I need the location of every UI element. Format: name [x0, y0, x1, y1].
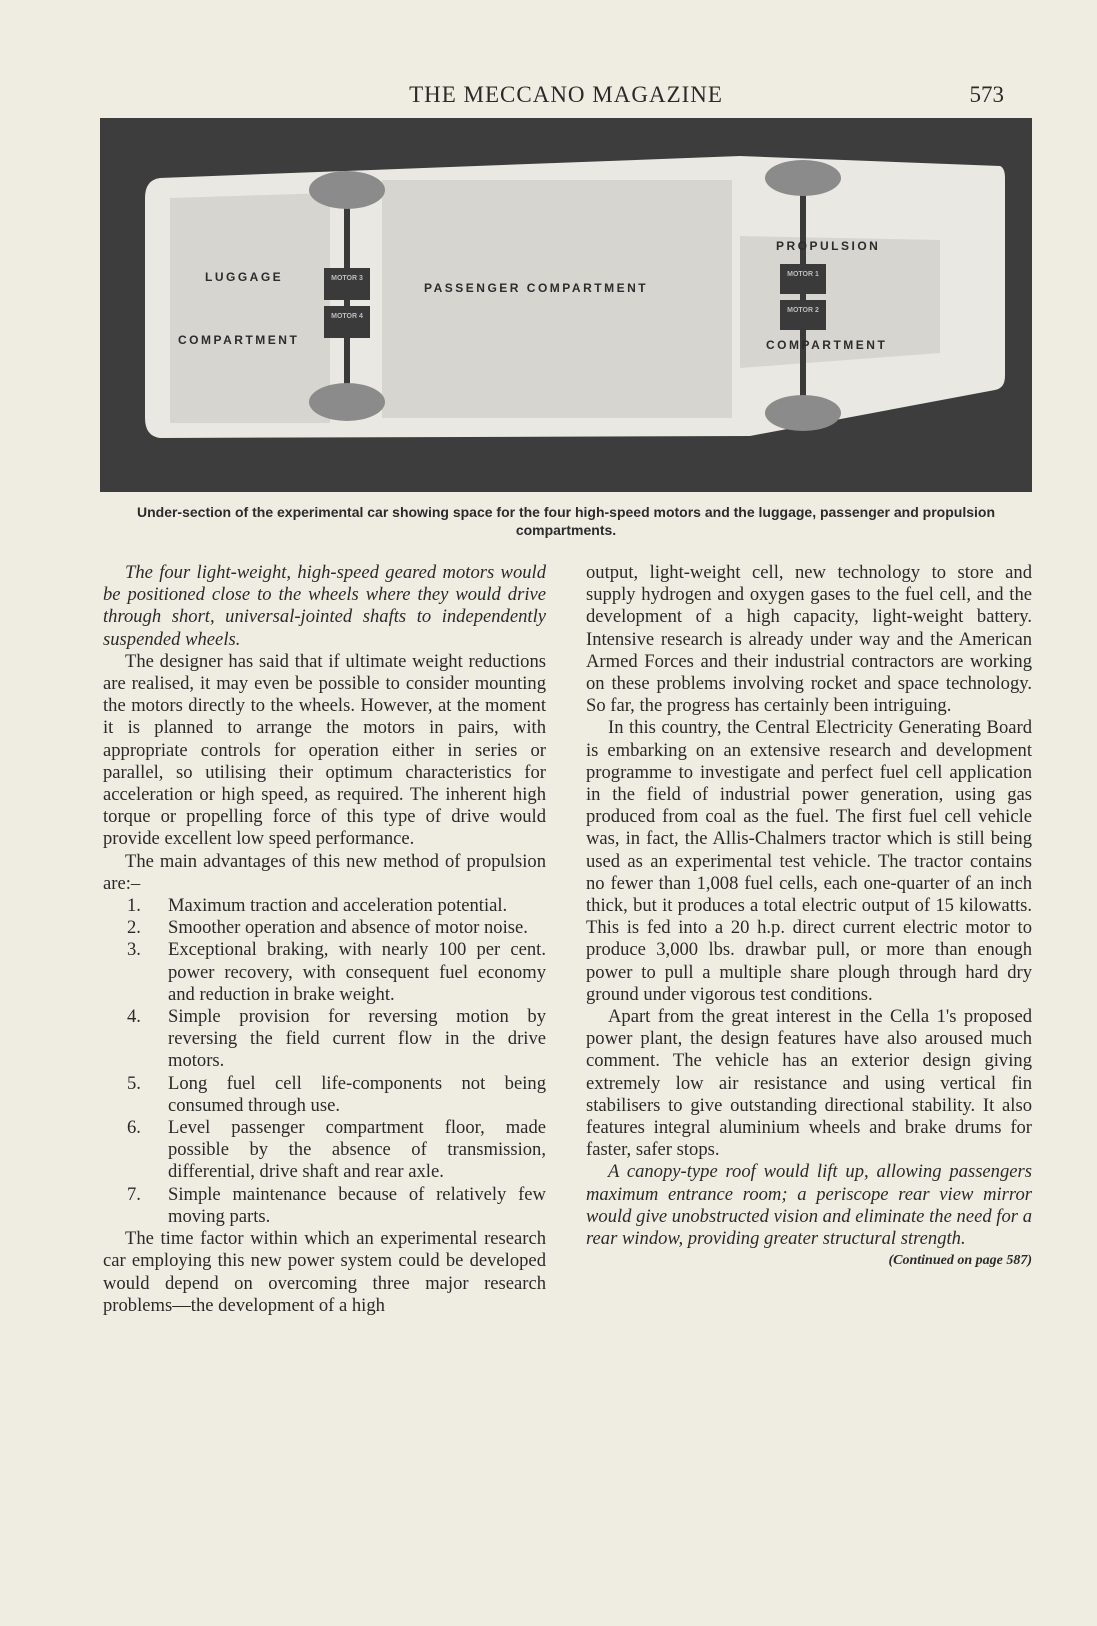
list-text: Level passenger compartment floor, made possible by the absence of transmission, differential, drive shaft and rear axle. — [168, 1117, 546, 1183]
list-text: Long fuel cell life-components not being consumed through use. — [168, 1072, 546, 1116]
right-compartment-label: COMPARTMENT — [766, 338, 888, 352]
left-column — [103, 562, 546, 1317]
intro-italic-paragraph: The four light-weight, high-speed geared motors would be positioned close to the wheels where they would drive through short, universal-jointed shafts to independently suspended wheels. — [103, 562, 546, 650]
paragraph: In this country, the Central Electricity Generating Board is embarking on an extensive research and development programme to investigate and perfect fuel cell application in the field of industrial power generation, using gas produced from coal as the fuel. The first fuel cell vehicle was, in fact, the Allis-Chalmers tractor which is still being used as an experimental test vehicle. The tractor contains no fewer than 1,008 fuel cells, each one-quarter of an inch thick, but it produces a total electric output of 15 kilowatts. This is fed into a 20 h.p. direct current electric motor to produce 3,000 lbs. drawbar pull, or more than enough power to pull a multiple share plough through hard dry ground under vigorous test conditions. — [586, 717, 1032, 1005]
right-column — [586, 562, 1032, 1273]
list-item — [103, 939, 546, 1006]
list-number: 3. — [127, 939, 141, 961]
list-item — [103, 1073, 546, 1117]
list-item — [103, 1117, 546, 1184]
paragraph: The main advantages of this new method of propulsion are:– — [103, 850, 546, 894]
list-item — [103, 895, 546, 917]
page-header — [100, 82, 1032, 112]
wheel-top-right — [765, 160, 841, 196]
list-text: Maximum traction and acceleration potential. — [168, 895, 508, 917]
list-number: 2. — [127, 917, 141, 939]
car-undersection-figure — [100, 118, 1032, 492]
page-number: 573 — [969, 82, 1004, 107]
motor-1-label: MOTOR 1 — [787, 271, 819, 278]
paragraph: Apart from the great interest in the Cella 1's proposed power plant, the design features have also aroused much comment. The vehicle has an exterior design giving extremely low air resistance and using vertical fin stabilisers to give outstanding directional stability. It also features integral aluminium wheels and brake drums for faster, safer stops. — [586, 1006, 1032, 1161]
passenger-compartment — [382, 180, 732, 418]
right-axle — [800, 180, 806, 410]
motor-2-label: MOTOR 2 — [787, 307, 819, 314]
continued-note: (Continued on page 587) — [888, 1253, 1032, 1269]
motor-3 — [324, 268, 370, 300]
paragraph: The designer has said that if ultimate weight reductions are realised, it may even be possible to consider mounting the motors directly to the wheels. However, at the moment it is planned to arrange the motors in pairs, with appropriate controls for operation either in series or parallel, so utilising their optimum characteristics for acceleration or high speed, as required. The inherent high torque or propelling force of this type of drive would provide excellent low speed performance. — [103, 650, 546, 850]
passenger-label: PASSENGER COMPARTMENT — [424, 281, 649, 295]
left-compartment-label: COMPARTMENT — [178, 333, 300, 347]
list-item — [103, 1184, 546, 1228]
list-number: 6. — [127, 1117, 141, 1139]
motor-1 — [780, 264, 826, 294]
list-number: 7. — [127, 1183, 141, 1205]
list-text: Exceptional braking, with nearly 100 per cent. power recovery, with consequent fuel economy and reduction in brake weight. — [168, 939, 546, 1005]
luggage-compartment — [170, 193, 330, 423]
car-diagram — [100, 118, 1032, 492]
motor-2 — [780, 300, 826, 330]
list-text: Smoother operation and absence of motor noise. — [168, 917, 528, 939]
list-item — [103, 917, 546, 939]
list-number: 4. — [127, 1006, 141, 1028]
paragraph: The time factor within which an experimental research car employing this new power system could be developed would depend on overcoming three major research problems—the development of a high — [103, 1228, 546, 1316]
motor-4 — [324, 306, 370, 338]
list-item — [103, 1006, 546, 1073]
wheel-bottom-right — [765, 395, 841, 431]
list-number: 1. — [127, 895, 141, 917]
luggage-label: LUGGAGE — [205, 270, 284, 284]
wheel-bottom-left — [309, 383, 385, 421]
list-text: Simple maintenance because of relatively few moving parts. — [168, 1183, 546, 1227]
propulsion-label: PROPULSION — [776, 239, 881, 253]
advantages-list — [103, 895, 546, 1228]
closing-italic-text: A canopy-type roof would lift up, allowing passengers maximum entrance room; a periscope rear view mirror would give unobstructed vision and eliminate the need for a rear window, providing greater structural strength. — [586, 1161, 1032, 1250]
wheel-top-left — [309, 171, 385, 209]
list-text: Simple provision for reversing motion by reversing the field current flow in the drive motors. — [168, 1006, 546, 1072]
list-number: 5. — [127, 1072, 141, 1094]
magazine-title: THE MECCANO MAGAZINE — [409, 82, 723, 107]
motor-3-label: MOTOR 3 — [331, 275, 363, 282]
paragraph: output, light-weight cell, new technology to store and supply hydrogen and oxygen gases to the fuel cell, and the development of a high capacity, light-weight battery. Intensive research is already under way and the American Armed Forces and their industrial contractors are working on these problems involving rocket and space technology. So far, the progress has certainly been intriguing. — [586, 562, 1032, 717]
figure-caption: Under-section of the experimental car showing space for the four high-speed motors and the luggage, passenger and propulsion compartments. — [136, 504, 995, 538]
motor-4-label: MOTOR 4 — [331, 313, 363, 320]
closing-italic-paragraph — [586, 1161, 1032, 1269]
